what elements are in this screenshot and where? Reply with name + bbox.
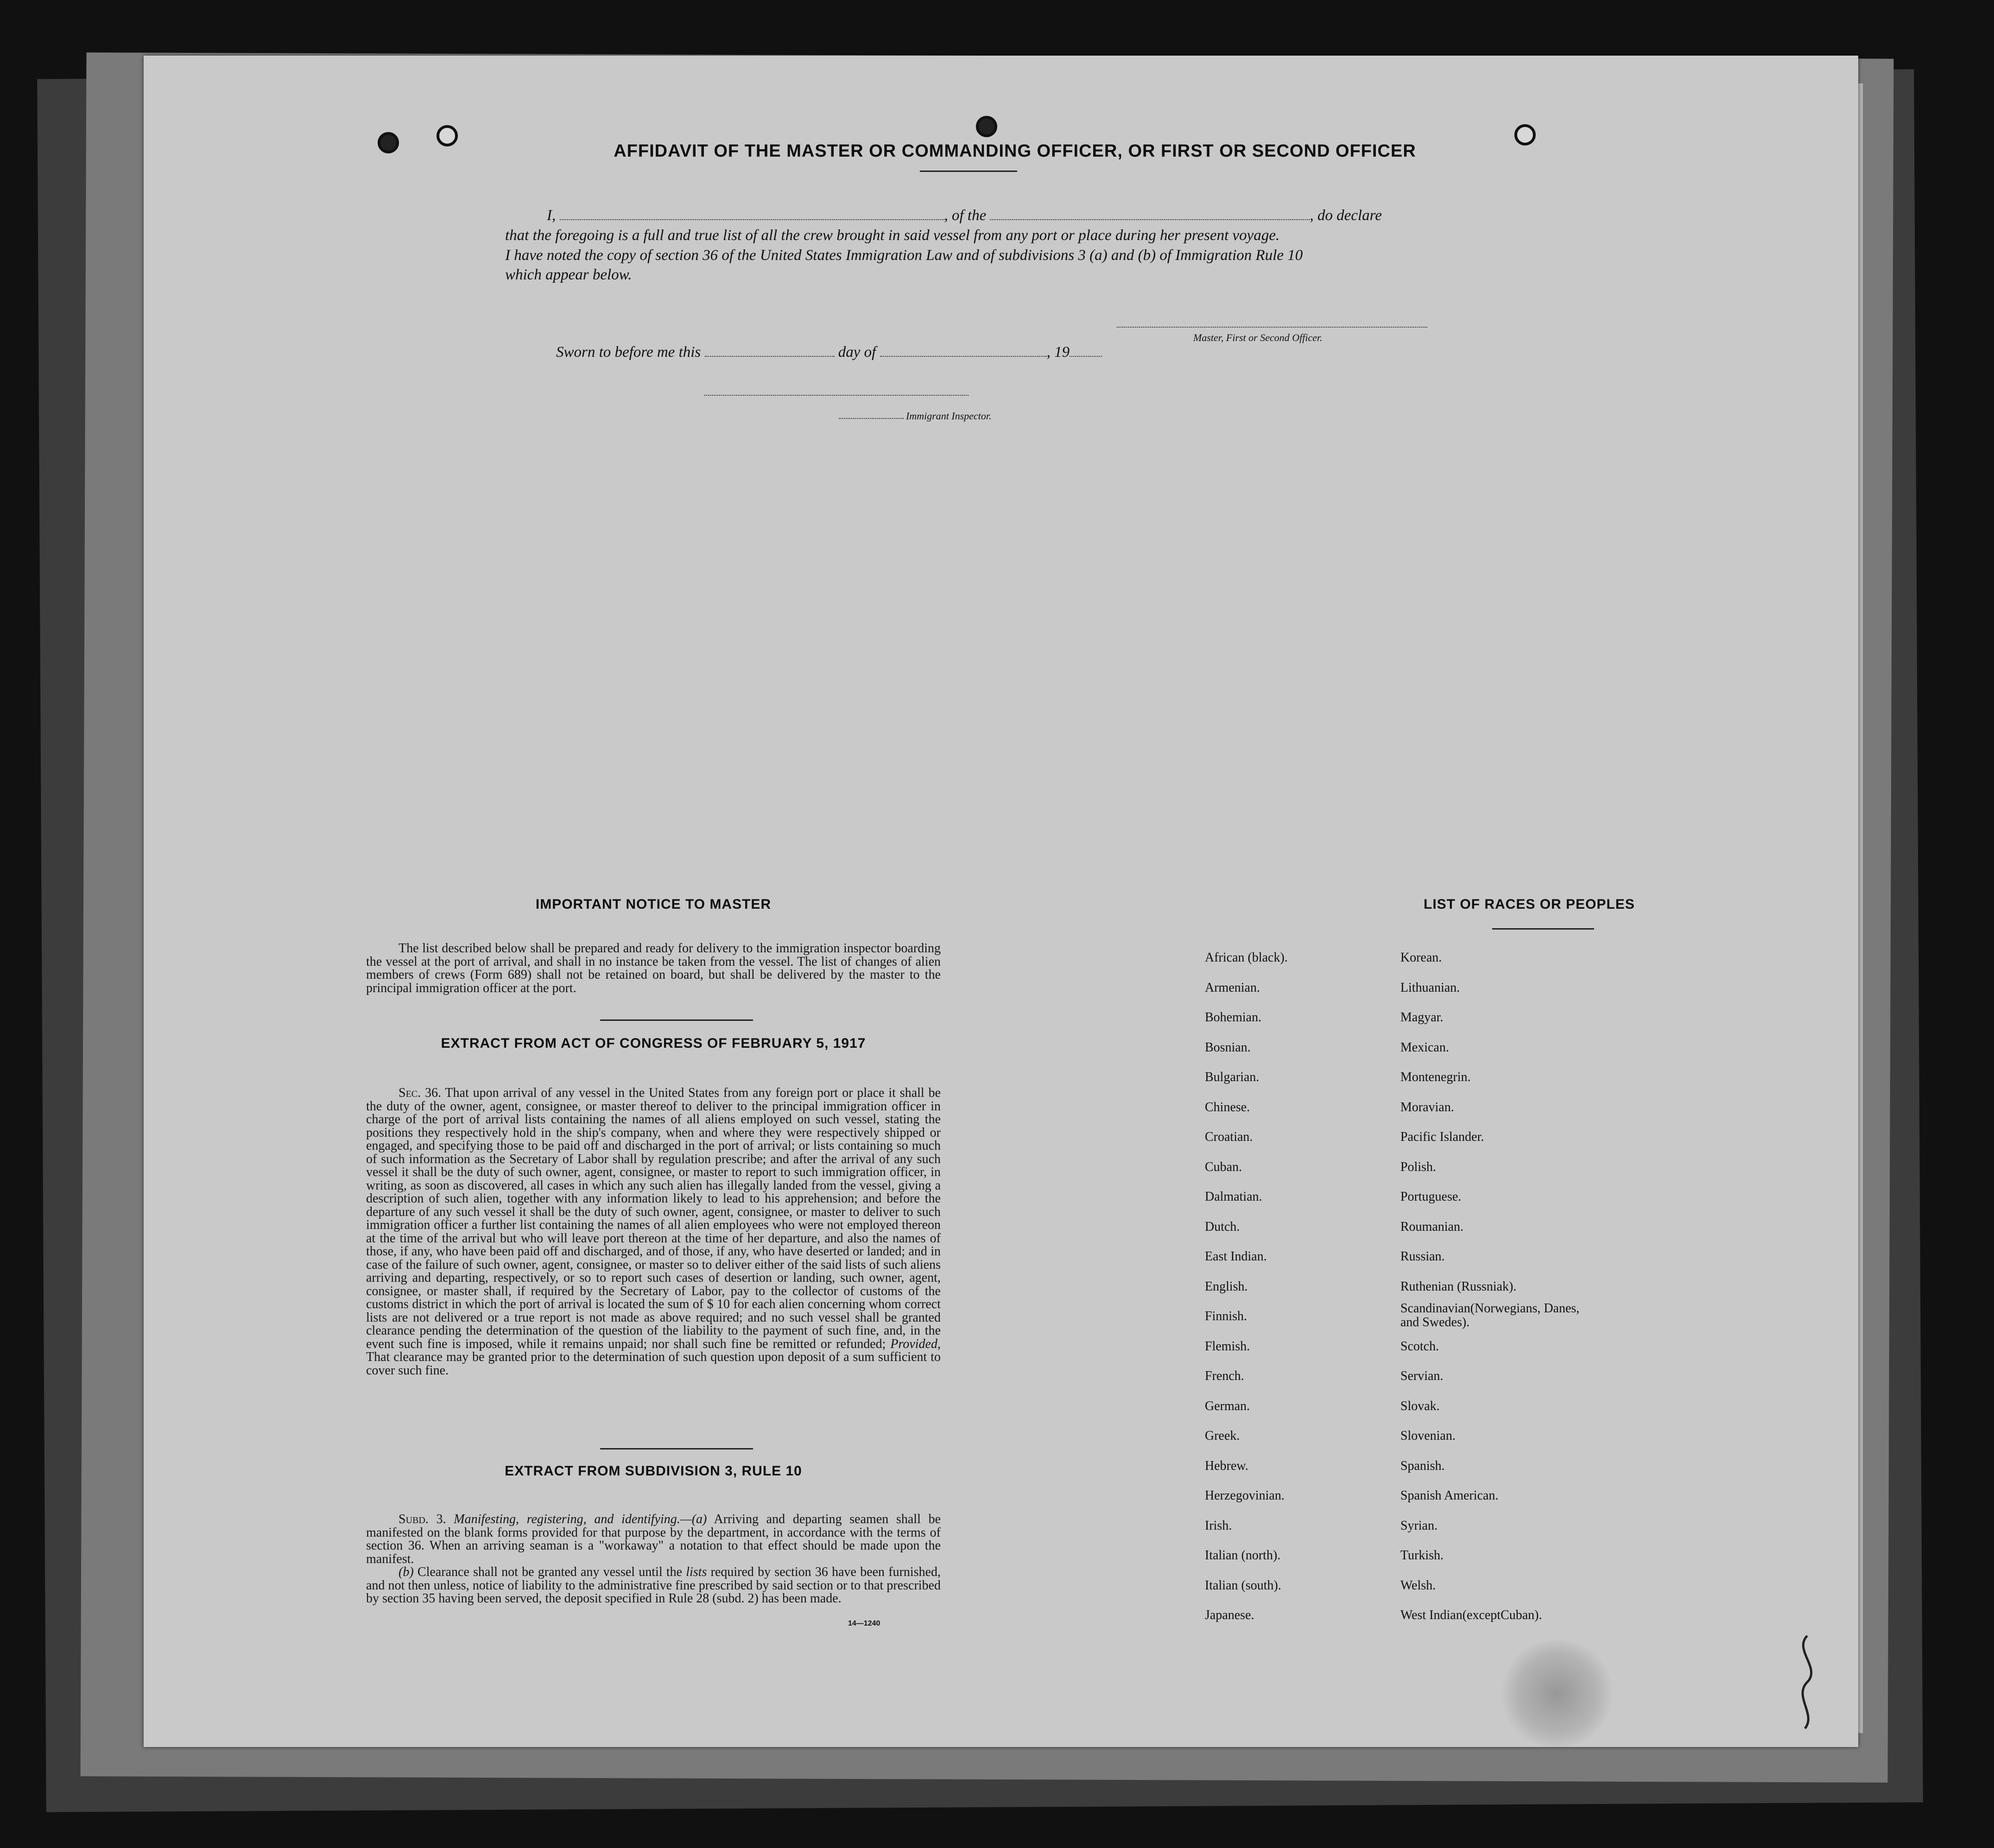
race-item: English. <box>1205 1279 1248 1294</box>
race-item: Pacific Islander. <box>1400 1130 1484 1144</box>
race-item: Greek. <box>1205 1429 1240 1443</box>
race-item: West Indian(exceptCuban). <box>1400 1608 1542 1622</box>
ink-stamp <box>1497 1640 1617 1747</box>
rule-title: EXTRACT FROM SUBDIVISION 3, RULE 10 <box>505 1463 802 1479</box>
race-item: Slovenian. <box>1400 1429 1456 1443</box>
race-item: Lithuanian. <box>1400 980 1460 995</box>
handwritten-mark <box>1779 1631 1835 1733</box>
inspector-signature-line[interactable] <box>704 395 969 396</box>
rule-paragraph-a <box>366 1513 941 1566</box>
race-item: Bohemian. <box>1205 1010 1262 1025</box>
race-item: Italian (south). <box>1205 1578 1281 1593</box>
race-item: Armenian. <box>1205 980 1260 995</box>
race-item: Moravian. <box>1400 1100 1454 1114</box>
race-item: Bulgarian. <box>1205 1070 1260 1084</box>
year-label: , 19 <box>1046 344 1070 361</box>
notice-title: IMPORTANT NOTICE TO MASTER <box>535 897 772 912</box>
declaration-line-4: which appear below. <box>505 266 632 283</box>
race-item: Dutch. <box>1205 1219 1240 1234</box>
act-text <box>366 1087 941 1377</box>
sworn-line <box>556 343 1102 361</box>
act-paragraph <box>366 1087 941 1377</box>
race-item: African (black). <box>1205 950 1288 965</box>
race-item: Croatian. <box>1205 1130 1253 1144</box>
affidavit-page <box>144 56 1858 1747</box>
subd-label: Subd. 3. <box>399 1512 446 1526</box>
race-item: Mexican. <box>1400 1040 1449 1055</box>
race-item: East Indian. <box>1205 1249 1267 1264</box>
race-item: Dalmatian. <box>1205 1190 1262 1204</box>
subd-title: Manifesting, registering, and identifying.—(a) <box>454 1512 707 1526</box>
race-item: Spanish American. <box>1400 1488 1499 1503</box>
race-item: Servian. <box>1400 1369 1443 1383</box>
sworn-label: Sworn to before me this <box>556 344 701 361</box>
form-number: 14—1240 <box>848 1620 880 1627</box>
punch-hole <box>1514 124 1536 146</box>
vessel-blank[interactable] <box>990 206 1310 220</box>
rule-a-body: Arriving and departing seamen shall be manifested on the blank forms provided for that purpose by the department, in accordance with the terms of section 36. When an arriving seaman is a "workaway" a notation to that effect should be made upon the manifest. <box>366 1512 941 1566</box>
inspector-name-line <box>839 418 904 419</box>
races-column-2 <box>1400 943 1595 1631</box>
lists-word: lists <box>686 1565 707 1579</box>
day-of-label: day of <box>838 344 876 361</box>
punch-hole <box>437 125 458 146</box>
b-label: (b) <box>399 1565 414 1579</box>
act-body-end: That clearance may be granted prior to the determination of such question upon deposit of a sum sufficient to cover such fine. <box>366 1350 941 1378</box>
year-blank[interactable] <box>1070 343 1102 357</box>
provided-word: Provided, <box>890 1336 941 1351</box>
race-item: Roumanian. <box>1400 1219 1464 1234</box>
race-item: Japanese. <box>1205 1608 1254 1622</box>
races-title: LIST OF RACES OR PEOPLES <box>1424 897 1635 912</box>
race-item: Chinese. <box>1205 1100 1250 1114</box>
rule-b-body-2: required by section 36 have been furnished, and not then unless, notice of liability to the administrative fine prescribed by said section or to that prescribed by section 35 having been served, the deposit specified in Rule 28 (subd. 2) has been made. <box>366 1565 941 1606</box>
inspector-label: Immigrant Inspector. <box>906 410 992 422</box>
declaration-line <box>547 206 1382 224</box>
race-item: French. <box>1205 1369 1244 1383</box>
race-item: Magyar. <box>1400 1010 1443 1025</box>
race-item: Ruthenian (Russniak). <box>1400 1279 1517 1294</box>
race-item: Spanish. <box>1400 1458 1445 1473</box>
punch-hole <box>976 116 997 137</box>
act-body: That upon arrival of any vessel in the United States from any foreign port or place it shall be the duty of the owner, agent, consignee, or master thereof to deliver to the principal immigration officer in charge of the port of arrival lists containing the names of all aliens employed on such vessel, stating the positions they respectively hold in the ship's company, when and where they were respectively shipped or engaged, and specifying those to be paid off and discharged in the port of arrival; or lists containing so much of such information as the Secretary of Labor shall by regulation prescribe; and after the arrival of any such vessel it shall be the duty of such owner, agent, consignee, or master to report to such immigration officer, in writing, as soon as discovered, all cases in which any such alien has illegally landed from the vessel, giving a description of such alien, together with any information likely to lead to his apprehension; and before the departure of any such vessel it shall be the duty of such owner, agent, consignee, or master to deliver to such immigration officer a further list containing the names of all alien employees who were not employed thereon at the time of the arrival but who will leave port thereon at the time of her departure, and also the names of those, if any, who have been paid off and discharged, and of those, if any, who have deserted or landed; and in case of the failure of such owner, agent, consignee, or master so to deliver either of the said lists of such aliens arriving and departing, respectively, or so to report such cases of desertion or landing, such owner, agent, consignee, or master shall, if required by the Secretary of Labor, pay to the collector of customs of the customs district in which the port of arrival is located the sum of $ 10 for each alien concerning whom correct lists are not delivered or a true report is not made as above required; and no such vessel shall be granted clearance pending the determination of the question of the liability to the payment of such fine, and, in the event such fine is imposed, while it remains unpaid; nor shall such fine be remitted or refunded; <box>366 1086 941 1351</box>
day-blank[interactable] <box>705 343 835 357</box>
race-item: Herzegovinian. <box>1205 1488 1285 1503</box>
race-item: Polish. <box>1400 1159 1437 1174</box>
signature-line[interactable] <box>1117 327 1427 328</box>
races-divider <box>1492 928 1594 930</box>
declaration-declare: , do declare <box>1310 207 1382 224</box>
race-item: Welsh. <box>1400 1578 1436 1593</box>
race-item: Irish. <box>1205 1518 1232 1533</box>
notice-paragraph: The list described below shall be prepared and ready for delivery to the immigration inspector boarding the vessel at the port of arrival, and shall in no instance be taken from the vessel. The list of changes of alien members of crews (Form 689) shall not be retained on board, but shall be delivered by the master to the principal immigration officer at the port. <box>366 941 941 995</box>
punch-hole <box>378 132 399 153</box>
name-blank[interactable] <box>560 206 944 220</box>
rule-b-body-1: Clearance shall not be granted any vessel until the <box>417 1565 683 1579</box>
race-item: Scandinavian(Norwegians, Danes, and Swedes). <box>1400 1301 1580 1329</box>
race-item: Scotch. <box>1400 1339 1439 1354</box>
affidavit-title: AFFIDAVIT OF THE MASTER OR COMMANDING OFFICER, OR FIRST OR SECOND OFFICER <box>614 141 1416 161</box>
race-item: Russian. <box>1400 1249 1445 1264</box>
race-item: Slovak. <box>1400 1399 1440 1413</box>
notice-divider <box>600 1019 753 1021</box>
race-item: Italian (north). <box>1205 1548 1281 1563</box>
race-item: German. <box>1205 1399 1250 1413</box>
race-item: Cuban. <box>1205 1159 1242 1174</box>
declaration-line-3: I have noted the copy of section 36 of the United States Immigration Law and of subdivisions 3 (a) and (b) of Immigration Rule 10 <box>505 247 1303 264</box>
race-item: Turkish. <box>1400 1548 1444 1563</box>
declaration-of-the: , of the <box>944 207 987 224</box>
rule-paragraph-b <box>366 1566 941 1606</box>
races-column-1 <box>1205 943 1288 1631</box>
declaration-line-2: that the foregoing is a full and true list of all the crew brought in said vessel from any port or place during her present voyage. <box>505 227 1280 244</box>
sec-label: Sec. 36. <box>399 1086 442 1100</box>
race-item: Portuguese. <box>1400 1190 1462 1204</box>
race-item: Syrian. <box>1400 1518 1438 1533</box>
declaration-i: I, <box>547 207 556 224</box>
master-label: Master, First or Second Officer. <box>1193 332 1323 343</box>
race-item: Montenegrin. <box>1400 1070 1471 1084</box>
race-item: Hebrew. <box>1205 1458 1248 1473</box>
race-item: Bosnian. <box>1205 1040 1251 1055</box>
race-item: Finnish. <box>1205 1309 1247 1323</box>
title-divider <box>920 171 1017 172</box>
race-item: Flemish. <box>1205 1339 1250 1354</box>
notice-text <box>366 942 941 995</box>
race-item: Korean. <box>1400 950 1442 965</box>
act-divider <box>600 1448 753 1449</box>
rule-text <box>366 1513 941 1606</box>
month-blank[interactable] <box>880 343 1047 357</box>
act-title: EXTRACT FROM ACT OF CONGRESS OF FEBRUARY 5, 1917 <box>441 1036 866 1051</box>
